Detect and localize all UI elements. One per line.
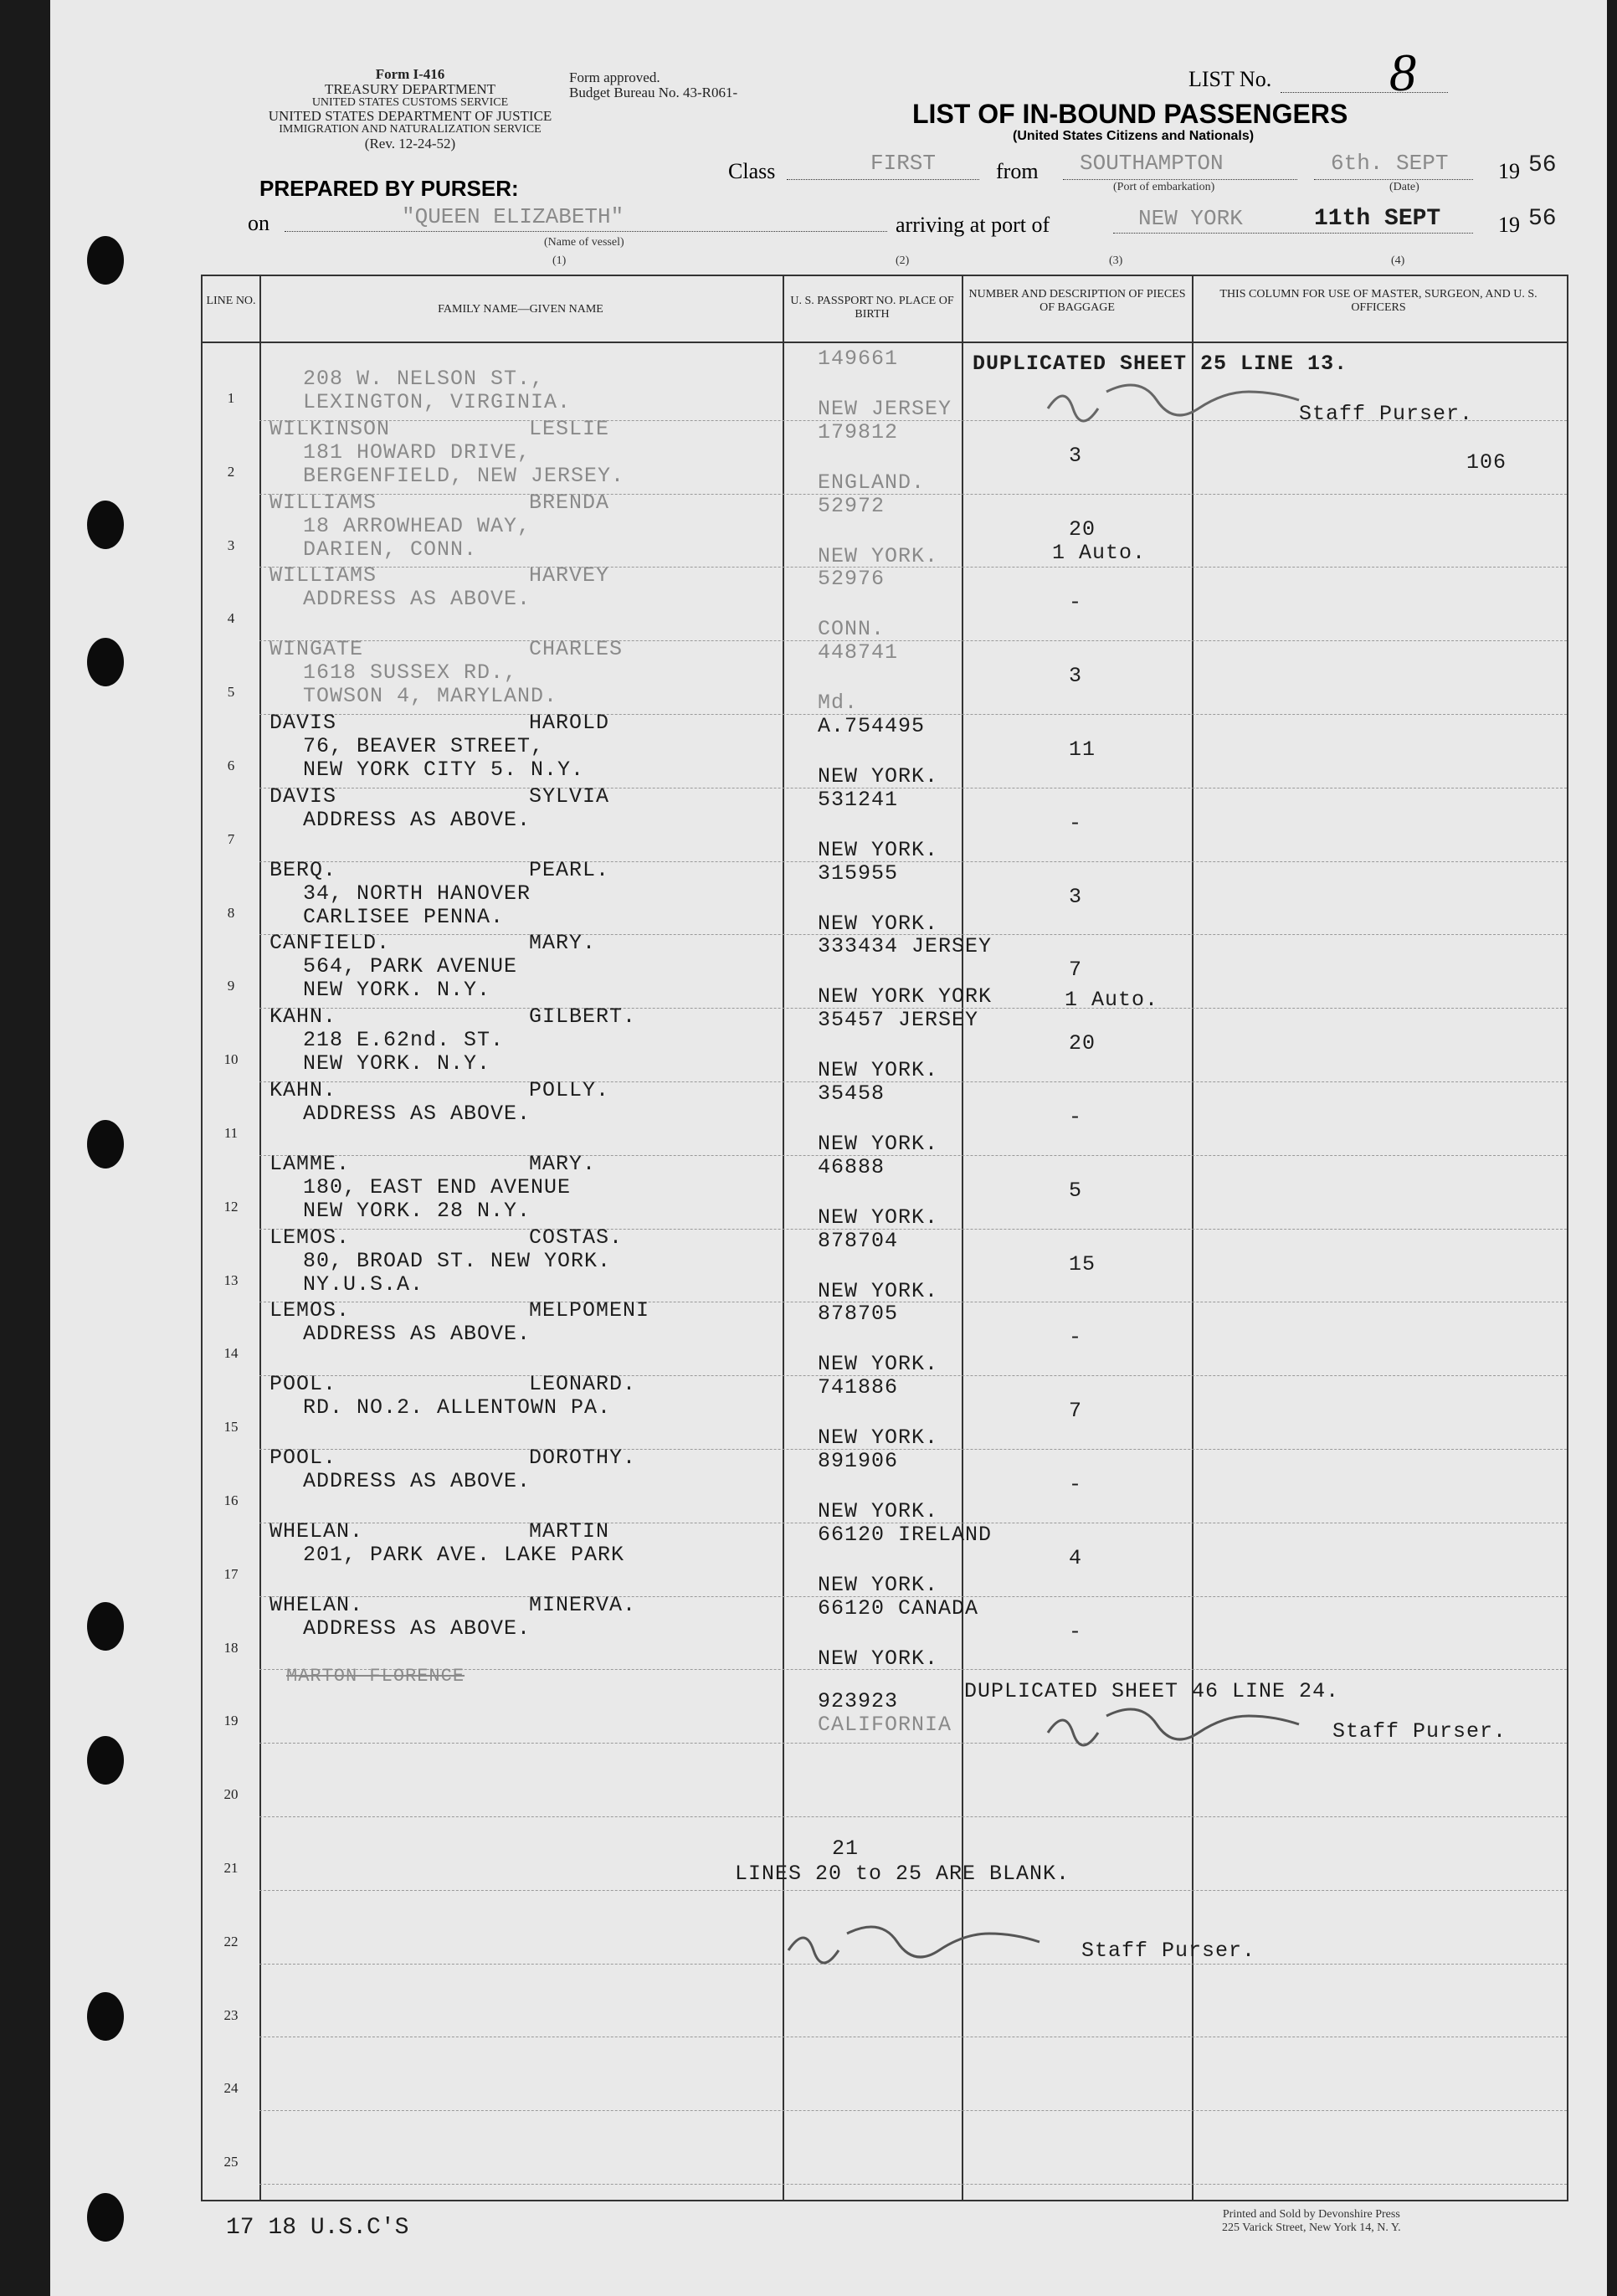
purser-signature bbox=[1040, 375, 1324, 429]
baggage-count: 3 bbox=[1069, 443, 1083, 468]
printer-line-2: 225 Varick Street, New York 14, N. Y. bbox=[1222, 2222, 1401, 2234]
given-name: COSTAS. bbox=[529, 1225, 624, 1250]
baggage-count: - bbox=[1069, 1619, 1083, 1644]
punch-hole bbox=[87, 501, 124, 549]
given-name: CHARLES bbox=[529, 637, 624, 662]
printer-credit bbox=[1222, 2208, 1401, 2235]
family-name: DAVIS bbox=[270, 783, 337, 809]
passport-number: 35457 JERSEY bbox=[818, 1008, 979, 1033]
address-line: 564, PARK AVENUE bbox=[303, 954, 518, 979]
line-number: 7 bbox=[227, 830, 235, 847]
line-number: 20 bbox=[223, 1786, 239, 1803]
row-separator bbox=[259, 640, 1567, 641]
place-of-birth: NEW YORK. bbox=[818, 764, 939, 788]
address-line: LEXINGTON, VIRGINIA. bbox=[303, 390, 572, 414]
address-line: CARLISEE PENNA. bbox=[303, 904, 505, 929]
place-of-birth: NEW YORK. bbox=[818, 1205, 939, 1230]
place-of-birth: NEW YORK. bbox=[818, 1425, 939, 1451]
family-name: WHELAN. bbox=[270, 1592, 364, 1617]
family-name: WILLIAMS bbox=[270, 490, 377, 515]
date-label: (Date) bbox=[1389, 181, 1419, 193]
baggage-count: 1 Auto. bbox=[1065, 988, 1159, 1013]
address-line: ADDRESS AS ABOVE. bbox=[303, 1469, 531, 1493]
given-name: SYLVIA bbox=[529, 783, 610, 809]
passport-number: 35458 bbox=[818, 1081, 886, 1106]
date-underline bbox=[1314, 179, 1473, 180]
place-of-birth: NEW JERSEY bbox=[818, 397, 952, 421]
blank-lines-correction: 21 bbox=[832, 1836, 860, 1861]
address-line: 180, EAST END AVENUE bbox=[303, 1174, 572, 1199]
family-name: POOL. bbox=[270, 1446, 337, 1470]
address-line: NEW YORK. N.Y. bbox=[303, 978, 491, 1003]
address-line: 34, NORTH HANOVER bbox=[303, 881, 531, 906]
baggage-count: 3 bbox=[1069, 664, 1083, 689]
given-name: HARVEY bbox=[529, 563, 610, 588]
address-line: 208 W. NELSON ST., bbox=[303, 367, 545, 391]
page-title: LIST OF IN-BOUND PASSENGERS bbox=[912, 99, 1348, 129]
given-name: LEONARD. bbox=[529, 1372, 637, 1397]
line-number: 4 bbox=[227, 610, 235, 627]
arrival-port: NEW YORK bbox=[1138, 206, 1243, 231]
baggage-count: 4 bbox=[1069, 1545, 1083, 1570]
header-officers: THIS COLUMN FOR USE OF MASTER, SURGEON, AND U. S. OFFICERS bbox=[1219, 288, 1537, 315]
family-name: BERQ. bbox=[270, 857, 337, 882]
revision: (Rev. 12-24-52) bbox=[364, 135, 456, 152]
address-line: RD. NO.2. ALLENTOWN PA. bbox=[303, 1395, 612, 1420]
punch-hole bbox=[87, 1992, 124, 2041]
passenger-table bbox=[201, 275, 1568, 2201]
given-name: GILBERT. bbox=[529, 1004, 637, 1030]
baggage-count: 5 bbox=[1069, 1178, 1083, 1203]
year-value: 56 bbox=[1528, 152, 1557, 178]
row-separator bbox=[259, 1816, 1567, 1817]
line-number: 2 bbox=[227, 463, 235, 480]
passport-number: 315955 bbox=[818, 860, 899, 886]
family-name: DAVIS bbox=[270, 711, 337, 735]
class-value: FIRST bbox=[870, 151, 937, 176]
passport-number: 878704 bbox=[818, 1228, 899, 1253]
address-line: 1618 SUSSEX RD., bbox=[303, 660, 518, 686]
row-separator bbox=[259, 2110, 1567, 2111]
arrival-date: 11th SEPT bbox=[1314, 206, 1441, 232]
form-number: Form I-416 bbox=[375, 66, 445, 82]
from-label: from bbox=[996, 159, 1039, 183]
line-number: 10 bbox=[223, 1051, 239, 1068]
passport-number: 531241 bbox=[818, 787, 899, 812]
address-line: DARIEN, CONN. bbox=[303, 537, 478, 562]
line-number: 24 bbox=[223, 2080, 239, 2097]
address-line: 80, BROAD ST. NEW YORK. bbox=[303, 1248, 612, 1273]
row-separator bbox=[259, 1890, 1567, 1891]
line-number: 12 bbox=[223, 1198, 239, 1215]
address-line: NY.U.S.A. bbox=[303, 1271, 424, 1297]
place-of-birth: NEW YORK. bbox=[818, 911, 939, 936]
baggage-count: 7 bbox=[1069, 958, 1083, 983]
list-number-value: 8 bbox=[1389, 43, 1416, 102]
col1-number: (1) bbox=[552, 254, 567, 267]
line-number: 6 bbox=[227, 758, 235, 773]
given-name: MARTIN bbox=[529, 1518, 610, 1544]
line-number: 8 bbox=[227, 904, 235, 921]
header-rule bbox=[203, 342, 1567, 343]
family-name: WILKINSON bbox=[270, 416, 391, 441]
passport-number: 52972 bbox=[818, 493, 886, 518]
address-line: 218 E.62nd. ST. bbox=[303, 1028, 505, 1053]
punch-hole bbox=[87, 1602, 124, 1651]
family-name: WILLIAMS bbox=[270, 563, 377, 588]
line-number: 1 bbox=[227, 390, 235, 406]
baggage-count: - bbox=[1069, 810, 1083, 835]
address-line: ADDRESS AS ABOVE. bbox=[303, 1322, 531, 1347]
place-of-birth: NEW YORK. bbox=[818, 1646, 939, 1671]
line-number: 9 bbox=[227, 978, 235, 994]
baggage-count: 3 bbox=[1069, 884, 1083, 909]
given-name: POLLY. bbox=[529, 1078, 610, 1102]
passport-number: 149661 bbox=[818, 347, 899, 371]
punch-hole bbox=[87, 1736, 124, 1785]
family-name: KAHN. bbox=[270, 1004, 337, 1030]
row-separator bbox=[259, 2184, 1567, 2185]
col-divider bbox=[962, 276, 963, 2200]
form-header-left bbox=[201, 67, 619, 152]
given-name: HAROLD bbox=[529, 711, 610, 735]
staff-purser-3: Staff Purser. bbox=[1081, 1939, 1256, 1963]
given-name: DOROTHY. bbox=[529, 1446, 637, 1470]
col4-number: (4) bbox=[1391, 254, 1405, 267]
punch-hole bbox=[87, 2193, 124, 2242]
header-passport: U. S. PASSPORT NO. PLACE OF BIRTH bbox=[790, 295, 954, 321]
col-divider bbox=[783, 276, 784, 2200]
given-name: PEARL. bbox=[529, 857, 610, 882]
place-of-birth: CONN. bbox=[818, 617, 886, 642]
passport-number: 179812 bbox=[818, 419, 899, 444]
address-line: 181 HOWARD DRIVE, bbox=[303, 439, 531, 465]
purser-signature bbox=[1040, 1699, 1324, 1754]
line-number: 5 bbox=[227, 684, 235, 701]
port-embarkation-label: (Port of embarkation) bbox=[1113, 181, 1215, 193]
place-of-birth: ENGLAND. bbox=[818, 470, 926, 495]
punch-hole bbox=[87, 638, 124, 686]
arrival-year-prefix: 19 bbox=[1498, 213, 1520, 237]
list-number-label: LIST No. bbox=[1188, 67, 1272, 91]
on-label: on bbox=[248, 211, 270, 235]
given-name: LESLIE bbox=[529, 416, 610, 441]
place-of-birth: NEW YORK. bbox=[818, 1278, 939, 1303]
place-of-birth: NEW YORK. bbox=[818, 1132, 939, 1156]
place-of-birth: NEW YORK. bbox=[818, 1058, 939, 1083]
given-name: MARY. bbox=[529, 931, 597, 956]
passport-number: 66120 CANADA bbox=[818, 1595, 979, 1621]
passport-number: 741886 bbox=[818, 1375, 899, 1400]
line-number: 25 bbox=[223, 2154, 239, 2170]
line-number: 3 bbox=[227, 537, 235, 553]
baggage-count: 11 bbox=[1069, 737, 1096, 762]
address-line: ADDRESS AS ABOVE. bbox=[303, 1102, 531, 1126]
line-number: 11 bbox=[223, 1125, 239, 1141]
address-line: 201, PARK AVE. LAKE PARK bbox=[303, 1542, 625, 1567]
col3-number: (3) bbox=[1109, 254, 1123, 267]
approved-line: Form approved. bbox=[569, 69, 660, 85]
arrival-year-value: 56 bbox=[1528, 206, 1557, 232]
family-name: LEMOS. bbox=[270, 1225, 351, 1250]
punch-hole bbox=[87, 236, 124, 285]
line-number: 18 bbox=[223, 1639, 239, 1656]
staff-purser-1: Staff Purser. bbox=[1299, 402, 1474, 426]
annotation-106: 106 bbox=[1466, 450, 1507, 475]
col-divider bbox=[1192, 276, 1194, 2200]
arrival-underline bbox=[1113, 233, 1473, 234]
date-value: 6th. SEPT bbox=[1331, 151, 1449, 176]
line-number: 23 bbox=[223, 2006, 239, 2023]
line-number: 14 bbox=[223, 1345, 239, 1362]
header-baggage: NUMBER AND DESCRIPTION OF PIECES OF BAGGAGE bbox=[968, 288, 1186, 315]
baggage-count: 7 bbox=[1069, 1399, 1083, 1424]
address-line: ADDRESS AS ABOVE. bbox=[303, 807, 531, 832]
address-line: 18 ARROWHEAD WAY, bbox=[303, 513, 531, 538]
family-name: LEMOS. bbox=[270, 1298, 351, 1323]
given-name: MELPOMENI bbox=[529, 1298, 650, 1323]
prepared-by-purser: PREPARED BY PURSER: bbox=[259, 176, 519, 201]
passport-number: 52976 bbox=[818, 567, 886, 592]
family-name: KAHN. bbox=[270, 1078, 337, 1102]
from-underline bbox=[1063, 179, 1297, 180]
family-name: WINGATE bbox=[270, 637, 364, 662]
line-number: 13 bbox=[223, 1271, 239, 1288]
place-of-birth: NEW YORK YORK bbox=[818, 984, 993, 1009]
from-value: SOUTHAMPTON bbox=[1080, 151, 1224, 176]
family-name: WHELAN. bbox=[270, 1518, 364, 1544]
footer-count: 17 18 U.S.C'S bbox=[226, 2215, 409, 2241]
staff-purser-2: Staff Purser. bbox=[1332, 1719, 1507, 1744]
place-of-birth: NEW YORK. bbox=[818, 1572, 939, 1597]
year-prefix: 19 bbox=[1498, 159, 1520, 183]
manifest-sheet bbox=[50, 0, 1607, 2296]
class-label: Class bbox=[728, 159, 776, 183]
address-line: 76, BEAVER STREET, bbox=[303, 734, 545, 758]
baggage-count: - bbox=[1069, 1472, 1083, 1497]
address-line: BERGENFIELD, NEW JERSEY. bbox=[303, 463, 625, 488]
place-of-birth: NEW YORK. bbox=[818, 1352, 939, 1377]
passport-number: 46888 bbox=[818, 1154, 886, 1179]
baggage-count: 15 bbox=[1069, 1251, 1096, 1276]
arriving-label: arriving at port of bbox=[896, 213, 1050, 237]
purser-signature bbox=[780, 1917, 1065, 1971]
family-name: LAMME. bbox=[270, 1151, 351, 1176]
header-name: FAMILY NAME—GIVEN NAME bbox=[438, 303, 603, 316]
vessel-underline bbox=[285, 231, 887, 232]
punch-hole bbox=[87, 1120, 124, 1169]
page-subtitle: (United States Citizens and Nationals) bbox=[1013, 129, 1255, 143]
duplicated-note-2: DUPLICATED SHEET 46 LINE 24. bbox=[964, 1679, 1340, 1703]
place-of-birth: NEW YORK. bbox=[818, 543, 939, 568]
class-underline bbox=[787, 179, 979, 180]
baggage-count: 20 bbox=[1069, 1031, 1096, 1056]
printer-line-1: Printed and Sold by Devonshire Press bbox=[1222, 2208, 1400, 2221]
place-of-birth: NEW YORK. bbox=[818, 837, 939, 862]
place-of-birth: NEW YORK. bbox=[818, 1499, 939, 1523]
line-number: 15 bbox=[223, 1419, 239, 1436]
place-of-birth: Md. bbox=[818, 691, 859, 716]
col-divider bbox=[259, 276, 261, 2200]
address-line: TOWSON 4, MARYLAND. bbox=[303, 684, 558, 709]
address-line: ADDRESS AS ABOVE. bbox=[303, 587, 531, 612]
row19-cancelled-name: MARTON FLORENCE bbox=[286, 1666, 465, 1687]
passport-number: 448741 bbox=[818, 640, 899, 665]
baggage-count: - bbox=[1069, 1105, 1083, 1129]
passport-number: A.754495 bbox=[818, 714, 926, 738]
ins-service: IMMIGRATION AND NATURALIZATION SERVICE bbox=[279, 123, 542, 136]
given-name: MARY. bbox=[529, 1151, 597, 1176]
given-name: BRENDA bbox=[529, 490, 610, 515]
justice-dept: UNITED STATES DEPARTMENT OF JUSTICE bbox=[268, 108, 552, 125]
line-number: 16 bbox=[223, 1492, 239, 1508]
line-number: 21 bbox=[223, 1860, 239, 1876]
col2-number: (2) bbox=[896, 254, 910, 267]
baggage-count: 20 bbox=[1069, 516, 1096, 542]
vessel-name: "QUEEN ELIZABETH" bbox=[402, 204, 624, 229]
vessel-label: (Name of vessel) bbox=[544, 236, 624, 249]
blank-lines-note: LINES 20 to 25 ARE BLANK. bbox=[735, 1862, 1070, 1886]
customs-service: UNITED STATES CUSTOMS SERVICE bbox=[311, 95, 509, 109]
passport-number: 878705 bbox=[818, 1302, 899, 1327]
treasury-dept: TREASURY DEPARTMENT bbox=[324, 80, 496, 97]
given-name: MINERVA. bbox=[529, 1592, 637, 1617]
address-line: NEW YORK. N.Y. bbox=[303, 1051, 491, 1076]
baggage-count: - bbox=[1069, 590, 1083, 615]
address-line: NEW YORK. 28 N.Y. bbox=[303, 1198, 531, 1223]
address-line: NEW YORK CITY 5. N.Y. bbox=[303, 758, 585, 782]
passport-number: 66120 IRELAND bbox=[818, 1522, 993, 1547]
list-number-underline bbox=[1281, 92, 1448, 93]
baggage-count: 1 Auto. bbox=[1052, 540, 1147, 565]
line-number: 22 bbox=[223, 1933, 239, 1949]
passport-number: 333434 JERSEY bbox=[818, 934, 993, 959]
header-line-no: LINE NO. bbox=[206, 295, 256, 307]
line-number: 19 bbox=[223, 1713, 239, 1729]
row19-birthplace: CALIFORNIA bbox=[818, 1713, 952, 1737]
duplicated-note-1: DUPLICATED SHEET 25 LINE 13. bbox=[973, 352, 1348, 376]
baggage-count: - bbox=[1069, 1325, 1083, 1350]
budget-bureau: Budget Bureau No. 43-R061- bbox=[569, 84, 738, 100]
line-number: 17 bbox=[223, 1565, 239, 1582]
family-name: POOL. bbox=[270, 1372, 337, 1397]
form-approval bbox=[569, 70, 737, 100]
passport-number: 891906 bbox=[818, 1449, 899, 1473]
row19-passport: 923923 bbox=[818, 1689, 899, 1713]
address-line: ADDRESS AS ABOVE. bbox=[303, 1615, 531, 1641]
family-name: CANFIELD. bbox=[270, 931, 391, 956]
